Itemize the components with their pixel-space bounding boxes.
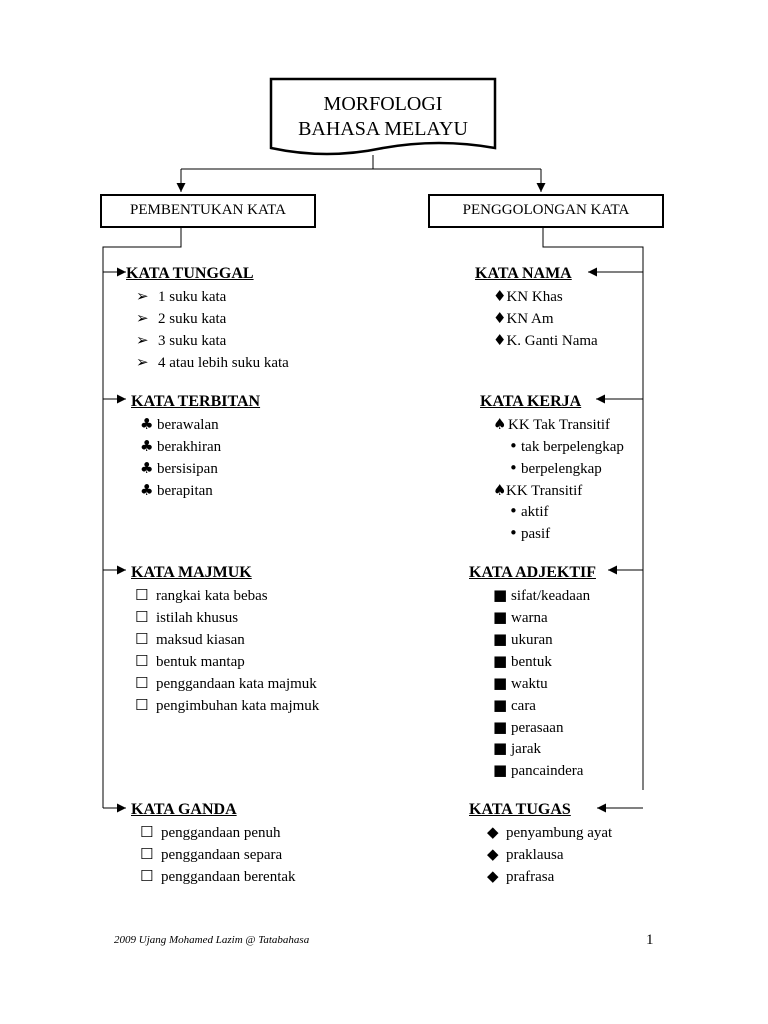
right-branch-box: [428, 194, 664, 228]
bullet-icon: •: [509, 502, 518, 520]
list-item: ➢ 3 suku kata: [136, 331, 227, 349]
list-item: ◆ prafrasa: [487, 867, 555, 885]
square-bullet-icon: ■: [493, 674, 508, 692]
checkbox-bullet-icon: ☐: [135, 586, 149, 604]
club-bullet-icon: ♣: [140, 437, 154, 455]
list-item: ♣ berakhiran: [140, 437, 222, 455]
list-item: ♦KN Am: [493, 309, 554, 327]
diamond-bullet-icon: ♦: [493, 309, 507, 327]
club-bullet-icon: ♣: [140, 481, 154, 499]
diamond-bullet-icon: ◆: [487, 845, 499, 863]
checkbox-bullet-icon: ☐: [135, 630, 149, 648]
list-item: ♠KK Transitif: [493, 481, 583, 499]
list-item: ☐ penggandaan penuh: [140, 823, 281, 841]
list-item: ■ bentuk: [493, 652, 552, 670]
section-heading-kata-tugas: KATA TUGAS: [469, 801, 571, 818]
list-item: ♣ berawalan: [140, 415, 219, 433]
section-heading-kata-nama: KATA NAMA: [475, 265, 572, 282]
left-branch-box: [100, 194, 316, 228]
list-item: ♦K. Ganti Nama: [493, 331, 598, 349]
checkbox-bullet-icon: ☐: [135, 696, 149, 714]
bullet-icon: •: [509, 524, 518, 542]
bullet-icon: •: [509, 459, 518, 477]
square-bullet-icon: ■: [493, 630, 508, 648]
list-item: ☐ rangkai kata bebas: [135, 586, 268, 604]
list-item: ♣ bersisipan: [140, 459, 218, 477]
section-heading-kata-tunggal: KATA TUNGGAL: [126, 265, 254, 282]
list-item: • tak berpelengkap: [509, 437, 624, 455]
list-item: ☐ pengimbuhan kata majmuk: [135, 696, 320, 714]
square-bullet-icon: ■: [493, 608, 508, 626]
list-item: ■ pancaindera: [493, 761, 584, 779]
checkbox-bullet-icon: ☐: [135, 608, 149, 626]
square-bullet-icon: ■: [493, 761, 508, 779]
list-item: ➢ 2 suku kata: [136, 309, 227, 327]
page-number: 1: [646, 932, 654, 948]
list-item: ■ perasaan: [493, 718, 564, 736]
arrow-bullet-icon: ➢: [136, 331, 149, 349]
list-item: ♦KN Khas: [493, 287, 563, 305]
list-item: ■ jarak: [493, 739, 541, 757]
list-item: ♠ KK Tak Transitif: [493, 415, 611, 433]
club-bullet-icon: ♣: [140, 459, 154, 477]
title-box: [271, 79, 495, 155]
square-bullet-icon: ■: [493, 718, 508, 736]
diamond-bullet-icon: ◆: [487, 867, 499, 885]
list-item: ☐ bentuk mantap: [135, 652, 245, 670]
spade-bullet-icon: ♠: [493, 481, 507, 499]
list-item: ■ ukuran: [493, 630, 553, 648]
section-heading-kata-majmuk: KATA MAJMUK: [131, 564, 252, 581]
square-bullet-icon: ■: [493, 652, 508, 670]
checkbox-bullet-icon: ☐: [140, 867, 154, 885]
section-heading-kata-ganda: KATA GANDA: [131, 801, 237, 818]
diamond-bullet-icon: ♦: [493, 331, 507, 349]
square-bullet-icon: ■: [493, 586, 508, 604]
title-line-1: MORFOLOGI: [323, 93, 443, 115]
list-item: ➢ 1 suku kata: [136, 287, 227, 305]
list-item: ◆ praklausa: [487, 845, 564, 863]
section-heading-kata-terbitan: KATA TERBITAN: [131, 393, 261, 410]
list-item: ■ waktu: [493, 674, 548, 692]
list-item: ■ cara: [493, 696, 536, 714]
checkbox-bullet-icon: ☐: [140, 823, 154, 841]
title-line-2: BAHASA MELAYU: [298, 118, 468, 140]
list-item: ☐ penggandaan separa: [140, 845, 283, 863]
list-item: • berpelengkap: [509, 459, 602, 477]
list-item: ♣ berapitan: [140, 481, 213, 499]
list-item: • pasif: [509, 524, 551, 542]
section-heading-kata-adjektif: KATA ADJEKTIF: [469, 564, 596, 581]
checkbox-bullet-icon: ☐: [140, 845, 154, 863]
left-branch-label: PEMBENTUKAN KATA: [130, 202, 286, 218]
arrow-bullet-icon: ➢: [136, 309, 149, 327]
club-bullet-icon: ♣: [140, 415, 154, 433]
right-branch-label: PENGGOLONGAN KATA: [462, 202, 630, 218]
arrow-bullet-icon: ➢: [136, 287, 149, 305]
diamond-bullet-icon: ♦: [493, 287, 507, 305]
list-item: ☐ maksud kiasan: [135, 630, 245, 648]
checkbox-bullet-icon: ☐: [135, 674, 149, 692]
section-heading-kata-kerja: KATA KERJA: [480, 393, 582, 410]
list-item: ☐ istilah khusus: [135, 608, 239, 626]
square-bullet-icon: ■: [493, 696, 508, 714]
checkbox-bullet-icon: ☐: [135, 652, 149, 670]
list-item: ◆ penyambung ayat: [487, 823, 613, 841]
arrow-bullet-icon: ➢: [136, 353, 149, 371]
footer-credit: 2009 Ujang Mohamed Lazim @ Tatabahasa: [114, 934, 310, 946]
list-item: ➢ 4 atau lebih suku kata: [136, 353, 289, 371]
list-item: ■ warna: [493, 608, 548, 626]
bullet-icon: •: [509, 437, 518, 455]
list-item: ■ sifat/keadaan: [493, 586, 591, 604]
spade-bullet-icon: ♠: [493, 415, 507, 433]
diamond-bullet-icon: ◆: [487, 823, 499, 841]
list-item: • aktif: [509, 502, 549, 520]
list-item: ☐ penggandaan kata majmuk: [135, 674, 317, 692]
square-bullet-icon: ■: [493, 739, 508, 757]
list-item: ☐ penggandaan berentak: [140, 867, 296, 885]
